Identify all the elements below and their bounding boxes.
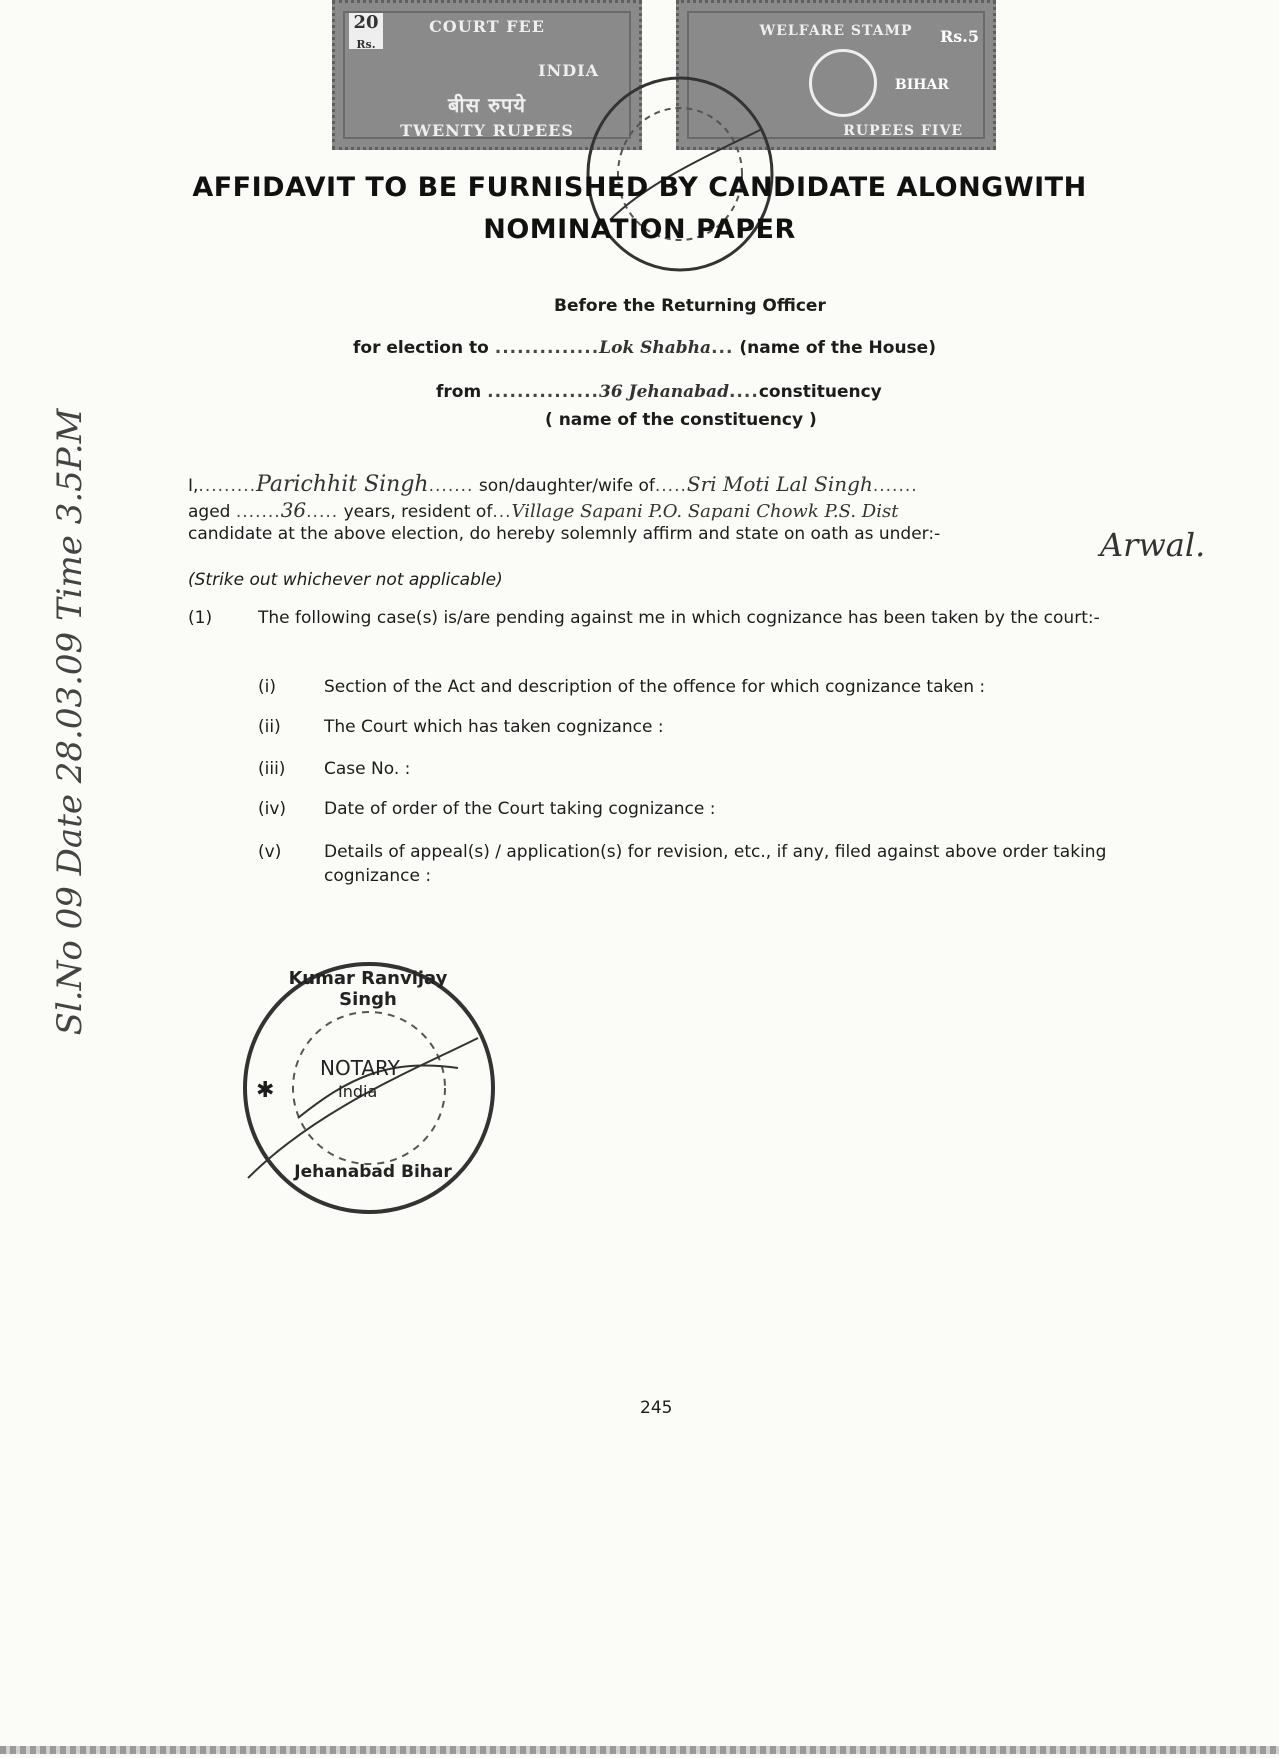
seal-name: Kumar Ranvijay Singh	[288, 968, 448, 1010]
constituency-note: ( name of the constituency )	[545, 410, 817, 430]
document-title-line2: NOMINATION PAPER	[483, 214, 796, 245]
item-num: (ii)	[258, 717, 281, 737]
page-number: 245	[640, 1398, 673, 1418]
subtitle-returning-officer: Before the Returning Officer	[554, 296, 826, 316]
welfare-denomination: Rs.5	[939, 27, 979, 46]
stamp-hindi: बीस रुपये	[447, 93, 526, 117]
seal-country: India	[338, 1082, 378, 1101]
election-line: for election to ..............Lok Shabha... (name of the House)	[353, 338, 936, 358]
age-value: 36	[280, 498, 307, 522]
stamp-denomination: 20 Rs.	[349, 13, 383, 49]
item-text: Date of order of the Court taking cognizance :	[324, 799, 716, 819]
constituency-value: 36 Jehanabad	[598, 382, 729, 402]
father-name: Sri Moti Lal Singh	[686, 472, 873, 496]
stamp-label: COURT FEE	[429, 17, 545, 36]
stamp-amount-words: TWENTY RUPEES	[400, 121, 574, 140]
item-text: Section of the Act and description of the offence for which cognizance taken :	[324, 677, 986, 697]
margin-note: Sl.No 09 Date 28.03.09 Time 3.5P.M	[50, 408, 90, 1036]
item-num: (v)	[258, 842, 282, 862]
declaration-line1: I,.........Parichhit Singh....... son/daughter/wife of.....Sri Moti Lal Singh.......	[188, 472, 918, 497]
address-value: Village Sapani P.O. Sapani Chowk P.S. Dist	[511, 501, 899, 522]
clause-number: (1)	[188, 608, 213, 628]
item-num: (i)	[258, 677, 276, 697]
item-text: The Court which has taken cognizance :	[324, 717, 664, 737]
house-value: Lok Shabha	[599, 338, 712, 358]
constituency-line: from ...............36 Jehanabad....constituency	[436, 382, 882, 402]
welfare-stamp-label: WELFARE STAMP	[759, 23, 913, 39]
item-text: Details of appeal(s) / application(s) for revision, etc., if any, filed against above order taking cognizance :	[324, 842, 1107, 886]
item-num: (iv)	[258, 799, 287, 819]
stamp-country: INDIA	[538, 61, 599, 80]
seal-star-icon: ✱	[256, 1078, 275, 1103]
clause-text: The following case(s) is/are pending against me in which cognizance has been taken by the court:-	[258, 608, 1100, 628]
declaration-line3: candidate at the above election, do hereby solemnly affirm and state on oath as under:-	[188, 524, 941, 544]
welfare-amount-words: RUPEES FIVE	[843, 123, 963, 139]
welfare-state: BIHAR	[894, 77, 949, 93]
item-num: (iii)	[258, 759, 286, 779]
candidate-name: Parichhit Singh	[256, 472, 429, 497]
seal-place: Jehanabad Bihar	[294, 1162, 452, 1182]
strike-note: (Strike out whichever not applicable)	[188, 570, 503, 590]
seal-title: NOTARY	[320, 1056, 400, 1080]
declaration-line2: aged .......36..... years, resident of...Village Sapani P.O. Sapani Chowk P.S. Dist	[188, 498, 899, 522]
scan-edge-line	[0, 1746, 1279, 1754]
document-title: AFFIDAVIT TO BE FURNISHED BY CANDIDATE ALONGWITH	[192, 172, 1087, 203]
emblem-icon	[809, 49, 877, 117]
address-tail: Arwal.	[1100, 526, 1206, 564]
notary-seal	[238, 958, 500, 1218]
item-text: Case No. :	[324, 759, 411, 779]
